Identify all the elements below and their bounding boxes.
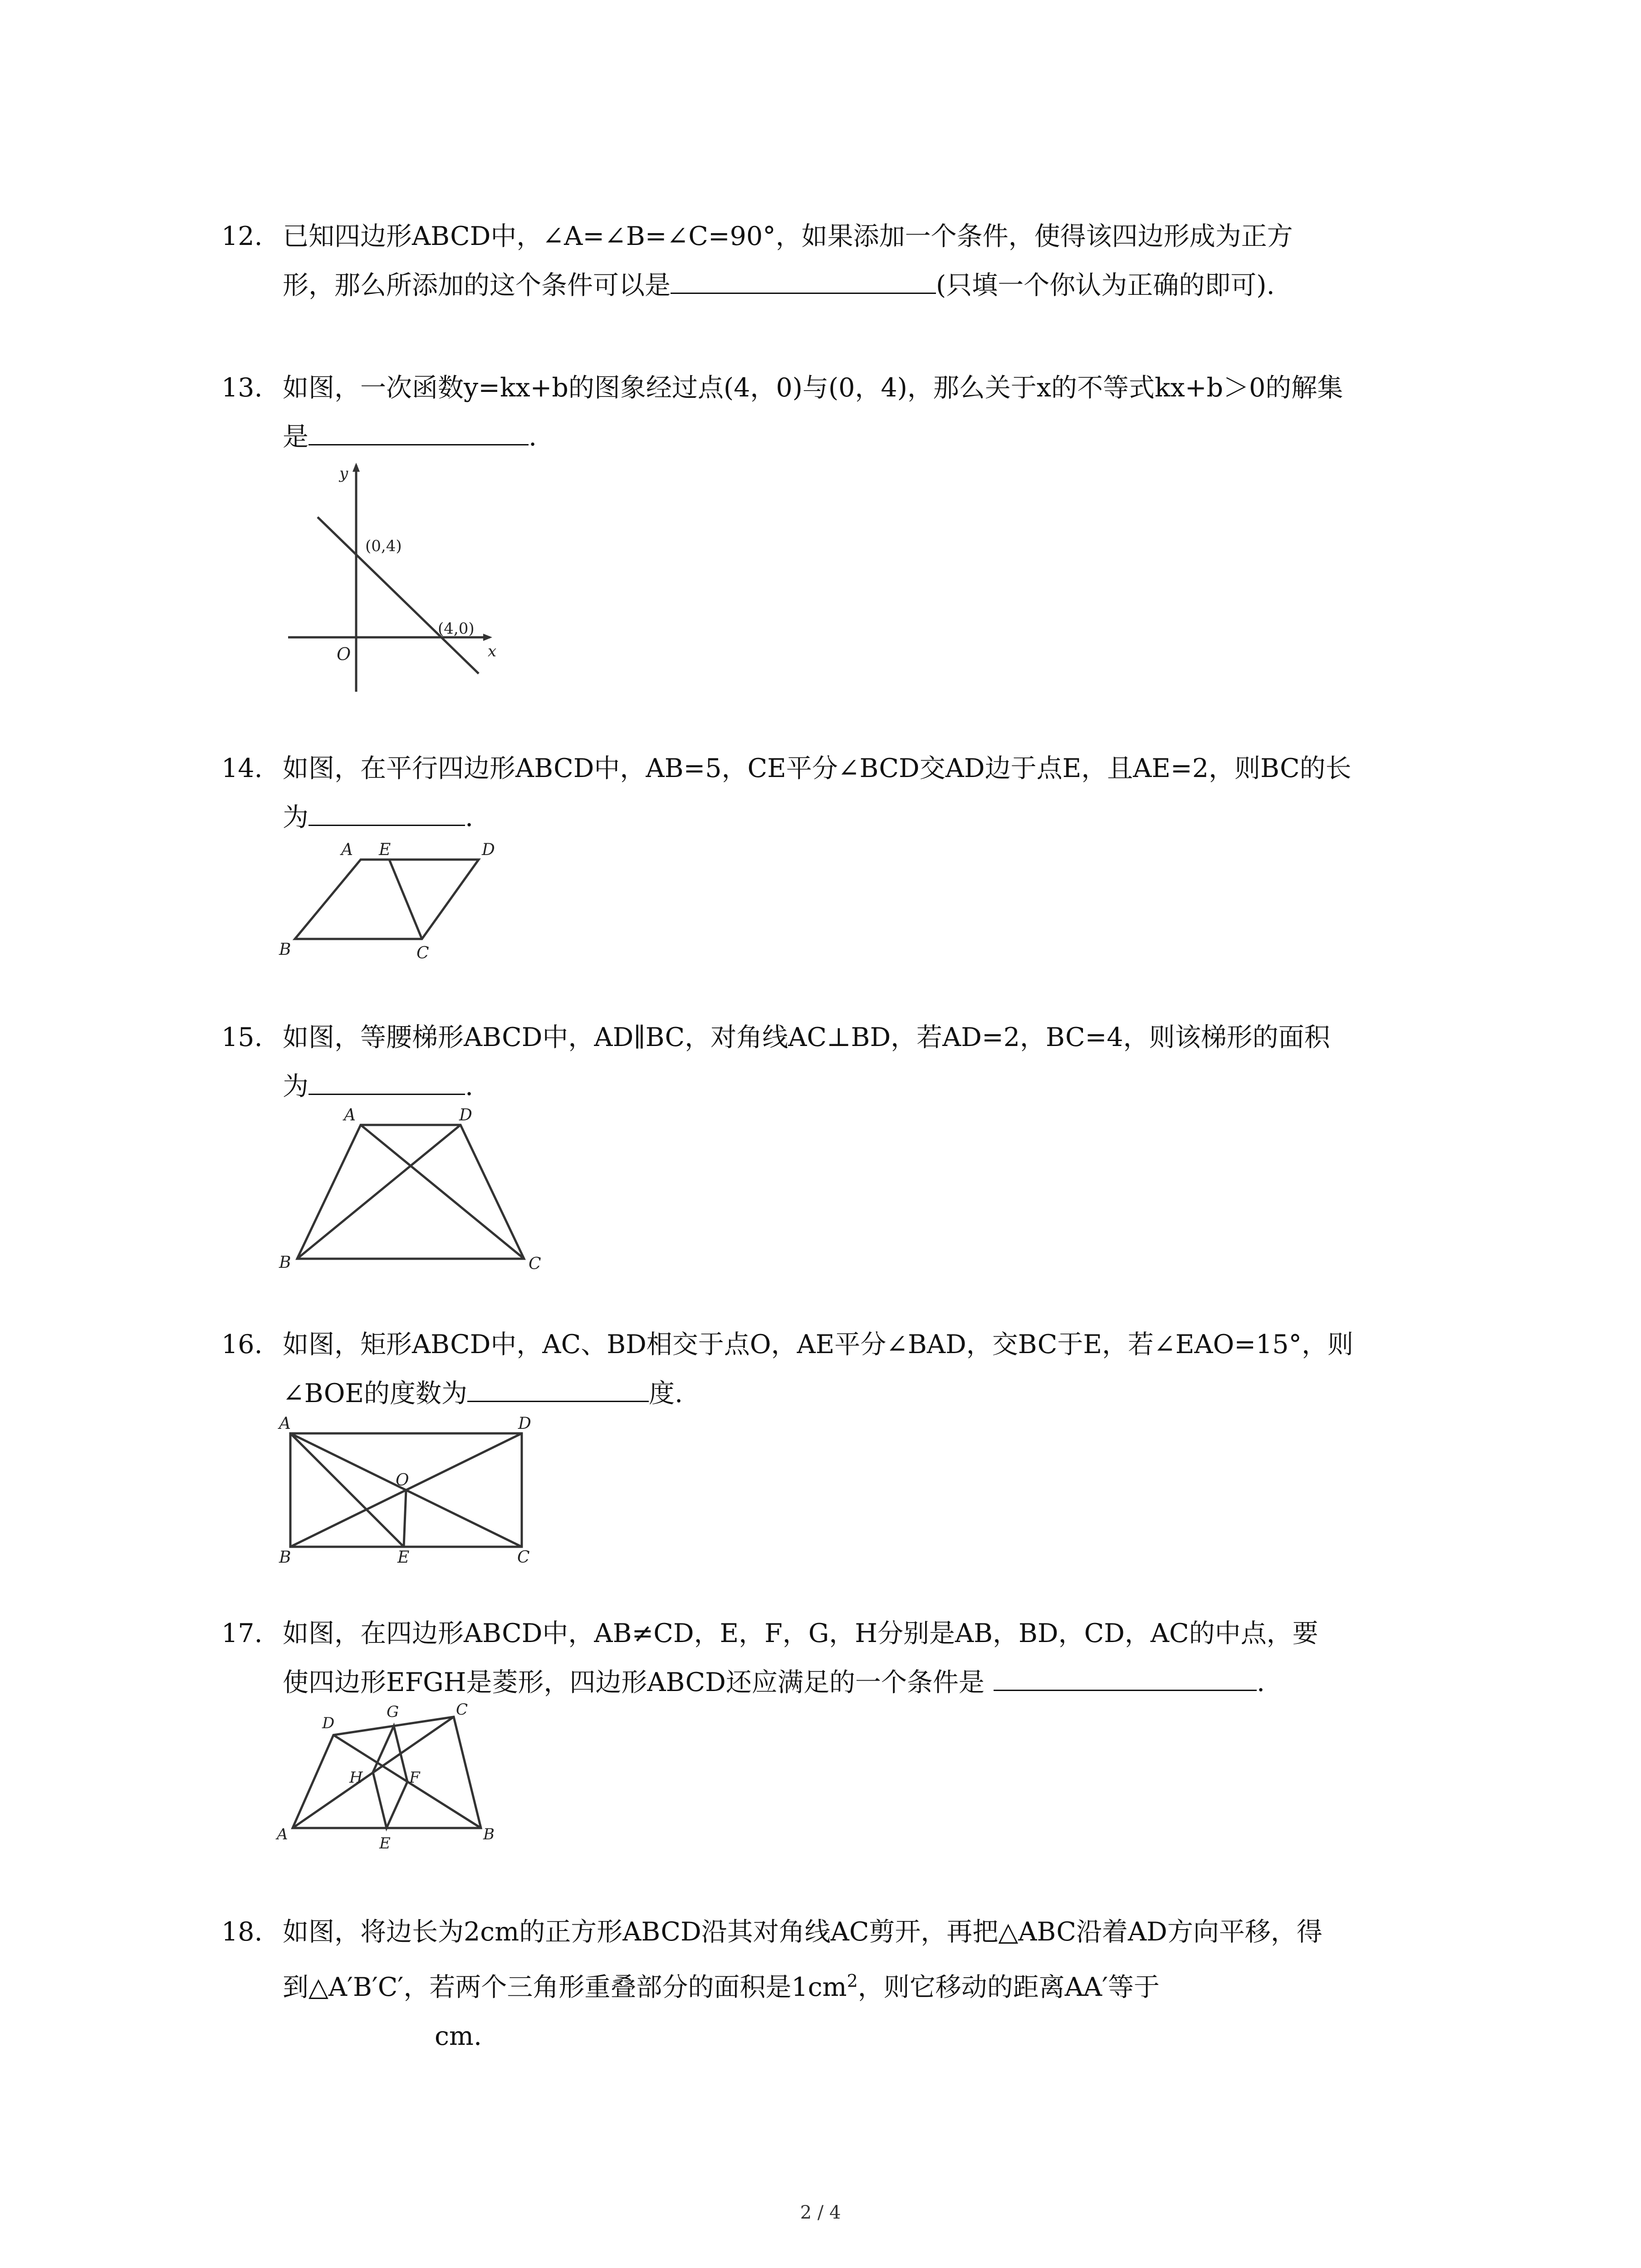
- question-14: [221, 744, 1465, 842]
- vertex-c-label: C: [517, 1548, 530, 1567]
- question-15: [221, 1013, 1465, 1111]
- question-number: 12.: [221, 221, 263, 251]
- vertex-b-label: B: [279, 1253, 291, 1272]
- diagonal-ac: [361, 1125, 524, 1259]
- question-number: 18.: [221, 1917, 263, 1947]
- diagonal-bd: [297, 1125, 460, 1259]
- page-number: 2 / 4: [800, 2202, 841, 2223]
- parallelogram-abcd: [295, 860, 479, 939]
- question-text: cm.: [435, 2021, 482, 2051]
- question-text: ∠BOE的度数为: [283, 1378, 468, 1408]
- figure-17-quadrilateral: [272, 1699, 508, 1853]
- question-text: 已知四边形ABCD中，∠A=∠B=∠C=90°，如果添加一个条件，使得该四边形成为正方: [283, 221, 1293, 251]
- question-number: 17.: [221, 1618, 263, 1648]
- vertex-a-label: A: [341, 841, 353, 859]
- question-number: 13.: [221, 373, 263, 403]
- vertex-c-label: C: [416, 944, 429, 963]
- y-axis-arrow: [353, 463, 360, 472]
- answer-blank[interactable]: [994, 1662, 1257, 1691]
- point-e-label: E: [379, 1834, 391, 1853]
- question-text: 使四边形EFGH是菱形，四边形ABCD还应满足的一个条件是: [283, 1667, 985, 1697]
- vertex-a-label: A: [344, 1106, 356, 1124]
- vertex-d-label: D: [482, 841, 495, 859]
- point-e-label: E: [397, 1548, 410, 1567]
- answer-blank[interactable]: [309, 416, 529, 445]
- answer-blank[interactable]: [309, 1066, 465, 1095]
- question-text: 度.: [649, 1378, 683, 1408]
- vertex-c-label: C: [529, 1255, 541, 1273]
- question-number: 15.: [221, 1022, 263, 1052]
- question-text: (只填一个你认为正确的即可).: [936, 270, 1275, 300]
- point-label-4-0: (4,0): [438, 620, 475, 638]
- answer-blank[interactable]: [467, 1373, 649, 1402]
- question-text: 是: [283, 422, 309, 452]
- question-text: .: [1256, 1667, 1265, 1697]
- vertex-a-label: A: [277, 1825, 288, 1843]
- question-18: [221, 1907, 1465, 2061]
- question-text: 如图，等腰梯形ABCD中，AD∥BC，对角线AC⊥BD，若AD=2，BC=4，则该梯形的面积: [283, 1022, 1330, 1052]
- vertex-a-label: A: [279, 1414, 291, 1433]
- question-text: ，则它移动的距离AA′等于: [857, 1972, 1160, 2002]
- superscript: 2: [847, 1971, 858, 1991]
- point-f-label: F: [409, 1769, 420, 1787]
- segment-oe: [404, 1490, 406, 1547]
- y-axis-label: y: [339, 464, 348, 483]
- question-12: [221, 212, 1465, 310]
- vertex-d-label: D: [322, 1714, 335, 1732]
- segment-ce: [389, 860, 422, 939]
- question-13: [221, 363, 1465, 461]
- origin-label: O: [337, 644, 351, 664]
- x-axis-arrow: [483, 634, 492, 641]
- question-text: .: [465, 1071, 474, 1101]
- vertex-d-label: D: [459, 1106, 472, 1124]
- question-number: 16.: [221, 1330, 263, 1359]
- question-text: .: [529, 422, 537, 452]
- segment-ae: [290, 1433, 404, 1547]
- vertex-b-label: B: [279, 940, 291, 959]
- question-number: 14.: [221, 753, 263, 783]
- figure-15-isosceles-trapezoid: [272, 1107, 544, 1275]
- point-label-0-4: (0,4): [365, 537, 402, 555]
- vertex-b-label: B: [279, 1548, 291, 1567]
- question-text: .: [465, 802, 474, 832]
- answer-blank[interactable]: [309, 797, 465, 826]
- question-text: 如图，一次函数y=kx+b的图象经过点(4，0)与(0，4)，那么关于x的不等式kx+b＞0的解集: [283, 373, 1343, 403]
- x-axis-label: x: [488, 642, 497, 660]
- question-text: 如图，将边长为2cm的正方形ABCD沿其对角线AC剪开，再把△ABC沿着AD方向平移，得: [283, 1917, 1323, 1947]
- trapezoid-abcd: [297, 1125, 524, 1259]
- figure-14-parallelogram: [272, 841, 499, 964]
- question-text: 为: [283, 802, 309, 832]
- question-text: 到△A′B′C′，若两个三角形重叠部分的面积是1cm: [283, 1972, 847, 2002]
- point-g-label: G: [387, 1703, 399, 1721]
- figure-13-linear-function: [281, 460, 508, 696]
- point-h-label: H: [349, 1769, 363, 1787]
- question-17: [221, 1609, 1465, 1707]
- answer-blank[interactable]: [671, 264, 936, 294]
- figure-16-rectangle: [272, 1414, 554, 1567]
- question-text: 如图，矩形ABCD中，AC、BD相交于点O，AE平分∠BAD，交BC于E，若∠EAO=15°，则: [283, 1330, 1354, 1359]
- vertex-b-label: B: [483, 1825, 495, 1843]
- question-text: 如图，在平行四边形ABCD中，AB=5，CE平分∠BCD交AD边于点E，且AE=2，则BC的长: [283, 753, 1352, 783]
- question-text: 为: [283, 1071, 309, 1101]
- question-text: 如图，在四边形ABCD中，AB≠CD，E，F，G，H分别是AB，BD，CD，AC的中点，要: [283, 1618, 1318, 1648]
- point-o-label: O: [396, 1471, 409, 1490]
- vertex-d-label: D: [518, 1414, 531, 1433]
- question-16: [221, 1320, 1465, 1418]
- quadrilateral-efgh: [373, 1726, 407, 1828]
- point-e-label: E: [379, 841, 391, 859]
- question-text: 形，那么所添加的这个条件可以是: [283, 270, 671, 300]
- vertex-c-label: C: [456, 1701, 468, 1719]
